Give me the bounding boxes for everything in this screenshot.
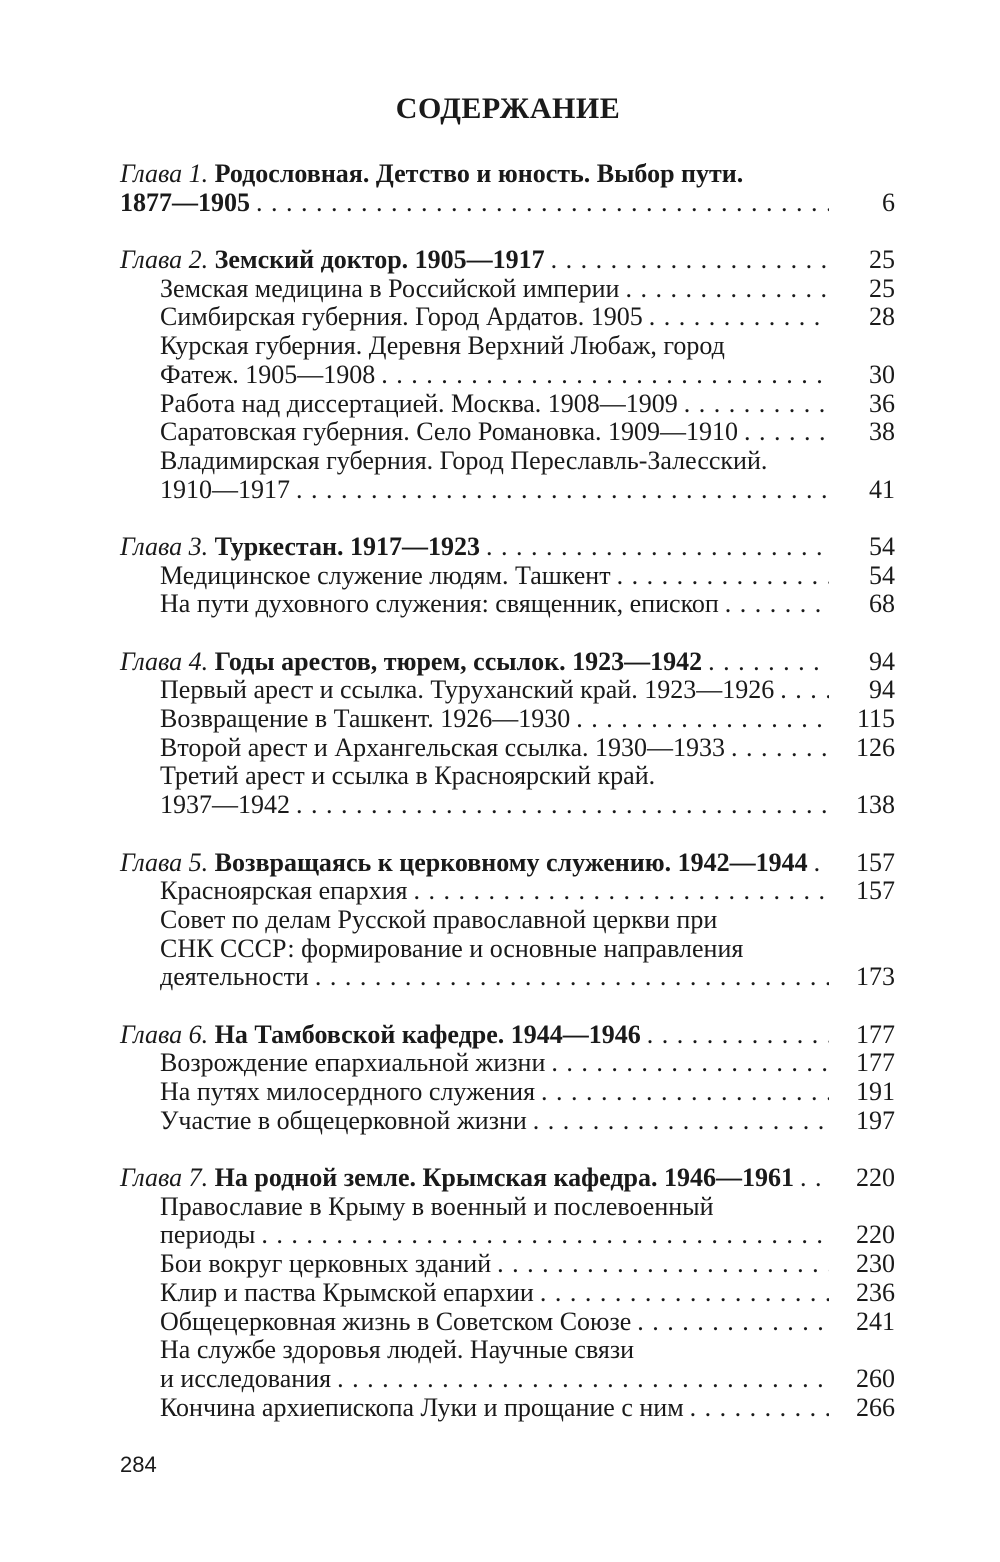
page-ref: 220: [856, 1163, 895, 1193]
page-ref: 177: [856, 1048, 895, 1078]
page-ref: 191: [856, 1077, 895, 1106]
section-title: периоды: [160, 1220, 256, 1250]
page-ref: 230: [856, 1249, 895, 1279]
leader-dots: [551, 1049, 829, 1078]
leader-dots: [800, 1164, 829, 1193]
section-title: Работа над диссертацией. Москва. 1908—1909: [160, 388, 678, 418]
page-ref: 36: [869, 388, 895, 418]
chapter-label: Глава 1.: [120, 159, 209, 188]
leader-dots: [649, 303, 829, 332]
toc-section: [120, 1193, 895, 1222]
section-title: деятельности: [160, 962, 309, 992]
chapter-label: Глава 4.: [120, 646, 209, 676]
chapter-title: Туркестан. 1917—1923: [214, 531, 480, 561]
chapter-title: Земский доктор. 1905—1917: [214, 245, 545, 275]
toc-chapter-3: [120, 533, 895, 562]
section-title: Медицинское служение людям. Ташкент: [160, 560, 611, 590]
toc-section: [120, 447, 895, 476]
toc-section: [120, 332, 895, 361]
section-title: На службе здоровья людей. Научные связи: [160, 1335, 635, 1365]
leader-dots: [497, 1250, 829, 1279]
chapter-title: Родословная. Детство и юность. Выбор пути.: [214, 159, 744, 188]
chapter-title-continued: 1877—1905: [120, 187, 250, 217]
chapter-label: Глава 6.: [120, 1019, 209, 1049]
leader-dots: [744, 418, 829, 447]
toc-section-continued: [120, 361, 895, 390]
leader-dots: [533, 1107, 829, 1136]
page-ref: 260: [856, 1363, 895, 1393]
page-ref: 68: [869, 589, 895, 619]
leader-dots: [731, 734, 829, 763]
section-title: 1910—1917: [160, 474, 290, 504]
page-ref: 126: [856, 732, 895, 762]
toc-chapter-2: [120, 246, 895, 275]
section-title: Кончина архиепископа Луки и прощание с ним: [160, 1392, 684, 1422]
toc-section-continued: [120, 1221, 895, 1250]
toc-section-continued: [120, 963, 895, 992]
page-ref: 6: [882, 187, 895, 217]
page-ref: 157: [856, 876, 895, 906]
toc-section-continued: [120, 791, 895, 820]
leader-dots: [261, 1221, 829, 1250]
toc-chapter-6: [120, 1021, 895, 1050]
leader-dots: [551, 246, 829, 275]
page-number: 284: [120, 1452, 157, 1477]
toc-section: [120, 1078, 895, 1107]
toc-section: [120, 762, 895, 791]
section-title: Фатеж. 1905—1908: [160, 359, 376, 389]
toc-section: [120, 1250, 895, 1279]
page-ref: 25: [869, 273, 895, 303]
page-ref: 197: [856, 1105, 895, 1135]
toc-section: [120, 1394, 895, 1423]
page-ref: 241: [856, 1306, 895, 1336]
page-ref: 115: [856, 704, 895, 734]
leader-dots: [315, 963, 829, 992]
table-of-contents: [120, 160, 895, 1422]
section-title: Возрождение епархиальной жизни: [160, 1048, 546, 1078]
leader-dots: [296, 791, 829, 820]
section-title: Курская губерния. Деревня Верхний Любаж, город: [160, 331, 725, 361]
section-title: Симбирская губерния. Город Ардатов. 1905: [160, 302, 643, 332]
page-ref: 177: [856, 1019, 895, 1049]
toc-section: [120, 906, 895, 935]
toc-section-continued: [120, 1365, 895, 1394]
toc-section: [120, 590, 895, 619]
section-title: Общецерковная жизнь в Советском Союзе: [160, 1306, 632, 1336]
page-ref: 28: [869, 302, 895, 332]
section-title: Второй арест и Архангельская ссылка. 1930—1933: [160, 732, 725, 762]
leader-dots: [540, 1279, 829, 1308]
toc-chapter-7: [120, 1164, 895, 1193]
page-ref: 266: [856, 1392, 895, 1422]
toc-section: [120, 562, 895, 591]
toc-section: [120, 1308, 895, 1337]
toc-section: [120, 705, 895, 734]
toc-section: [120, 1279, 895, 1308]
toc-section: [120, 1049, 895, 1078]
page-ref: 54: [869, 560, 895, 590]
toc-section: [120, 734, 895, 763]
section-title: На пути духовного служения: священник, епископ: [160, 589, 719, 619]
chapter-title: Возвращаясь к церковному служению. 1942—1944: [214, 847, 808, 877]
toc-chapter-5: [120, 849, 895, 878]
page-ref: 54: [869, 531, 895, 561]
section-title: На путях милосердного служения: [160, 1077, 536, 1106]
section-title: Земская медицина в Российской империи: [160, 273, 620, 303]
leader-dots: [780, 676, 829, 705]
section-title: Владимирская губерния. Город Переславль-Залесский.: [160, 445, 768, 475]
chapter-title: На родной земле. Крымская кафедра. 1946—1961: [214, 1163, 794, 1193]
chapter-title: На Тамбовской кафедре. 1944—1946: [214, 1019, 641, 1049]
toc-chapter-1-line-2: [120, 189, 895, 218]
leader-dots: [814, 849, 829, 878]
toc-section: [120, 390, 895, 419]
section-title: СНК СССР: формирование и основные направления: [160, 933, 744, 963]
chapter-label: Глава 3.: [120, 531, 209, 561]
section-title: Православие в Крыму в военный и послевоенный: [160, 1191, 714, 1221]
page-ref: 41: [869, 474, 895, 504]
page-ref: 138: [856, 790, 895, 820]
chapter-label: Глава 5.: [120, 847, 209, 877]
leader-dots: [413, 877, 829, 906]
leader-dots: [381, 361, 829, 390]
page-ref: 157: [856, 847, 895, 877]
section-title: Бои вокруг церковных зданий: [160, 1249, 492, 1279]
section-title: Участие в общецерковной жизни: [160, 1105, 527, 1135]
leader-dots: [708, 648, 829, 677]
toc-section: [120, 275, 895, 304]
toc-section-continued: [120, 476, 895, 505]
leader-dots: [690, 1394, 829, 1423]
page-ref: 94: [869, 675, 895, 705]
leader-dots: [637, 1308, 829, 1337]
page-ref: 173: [856, 962, 895, 992]
leader-dots: [684, 390, 829, 419]
page-title: СОДЕРЖАНИЕ: [395, 92, 621, 125]
chapter-title: Годы арестов, тюрем, ссылок. 1923—1942: [214, 646, 703, 676]
leader-dots: [725, 590, 829, 619]
leader-dots: [647, 1021, 829, 1050]
leader-dots: [625, 275, 829, 304]
toc-section: [120, 418, 895, 447]
section-title: Красноярская епархия: [160, 876, 408, 906]
section-title: Совет по делам Русской православной церкви при: [160, 904, 718, 934]
section-title: и исследования: [160, 1363, 332, 1393]
section-title: Клир и паства Крымской епархии: [160, 1277, 534, 1307]
leader-dots: [296, 476, 829, 505]
chapter-label: Глава 2.: [120, 245, 209, 275]
toc-section: [120, 877, 895, 906]
toc-chapter-4: [120, 648, 895, 677]
section-title: Саратовская губерния. Село Романовка. 1909—1910: [160, 417, 738, 447]
chapter-label: Глава 7.: [120, 1163, 209, 1193]
leader-dots: [337, 1365, 829, 1394]
toc-section: [120, 1107, 895, 1136]
leader-dots: [617, 562, 829, 591]
section-title: Первый арест и ссылка. Туруханский край. 1923—1926: [160, 675, 775, 705]
section-title: Возвращение в Ташкент. 1926—1930: [160, 704, 571, 734]
page-ref: 30: [869, 359, 895, 389]
page-ref: 236: [856, 1277, 895, 1307]
leader-dots: [541, 1078, 829, 1107]
leader-dots: [256, 189, 829, 218]
toc-section: [120, 303, 895, 332]
toc-chapter-1-line-1: [120, 160, 895, 189]
page-ref: 25: [869, 245, 895, 275]
leader-dots: [486, 533, 829, 562]
toc-section: [120, 676, 895, 705]
section-title: 1937—1942: [160, 790, 290, 820]
page-ref: 94: [869, 646, 895, 676]
toc-section-continued: [120, 935, 895, 964]
toc-section: [120, 1336, 895, 1365]
page-ref: 38: [869, 417, 895, 447]
leader-dots: [576, 705, 829, 734]
section-title: Третий арест и ссылка в Красноярский край.: [160, 761, 656, 791]
page-ref: 220: [856, 1220, 895, 1250]
